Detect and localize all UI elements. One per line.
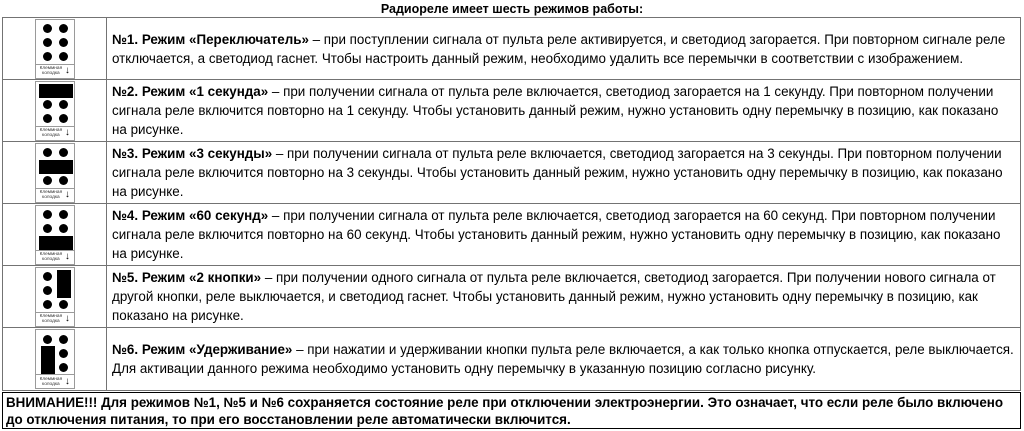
terminal-label-text: Клеммная колодка (39, 313, 63, 324)
jumper-diagram (35, 267, 75, 327)
jumper-diagram (35, 143, 75, 203)
jumper-bar (57, 270, 71, 298)
mode-row-3 (3, 142, 1020, 204)
pin-dot (59, 52, 68, 61)
jumper-bar (41, 346, 55, 374)
mode-name: №4. Режим «60 секунд» (112, 208, 269, 223)
pin-dot (43, 148, 52, 157)
mode-name: №2. Режим «1 секунда» (112, 84, 269, 99)
jumper-pins (35, 205, 75, 251)
terminal-block-label (35, 251, 75, 265)
pin-dot (43, 335, 52, 344)
pin-dot (59, 38, 68, 47)
jumper-bar (39, 160, 73, 174)
mode-description: – при получении сигнала от пульта реле включается, светодиод загорается на 60 секунд. При повторном получении сигнала реле включится повторно на 60 секунд. Чтобы установить данный режим, нужно установить одну перемычку в позицию, как показано на рисунке. (112, 208, 1001, 261)
pin-dot (59, 24, 68, 33)
jumper-pins (35, 19, 75, 65)
arrow-down-icon: ↓ (64, 251, 70, 262)
mode-row-6 (3, 328, 1020, 390)
pin-dot (59, 224, 68, 233)
jumper-diagram-cell (3, 142, 107, 203)
arrow-down-icon: ↓ (64, 127, 70, 138)
pin-dot (59, 176, 68, 185)
mode-row-1 (3, 18, 1020, 80)
pin-dot (43, 52, 52, 61)
mode-description: – при получении сигнала от пульта реле включается, светодиод загорается на 1 секунду. При повторном получении сигнала реле включится повторно на 1 секунду. Чтобы установить данный режим, нужно установить одну перемычку в позицию, как показано на рисунке. (112, 84, 999, 137)
mode-row-2 (3, 80, 1020, 142)
terminal-block-label (35, 65, 75, 79)
jumper-diagram-cell (3, 204, 107, 265)
pin-dot (59, 210, 68, 219)
terminal-label-text: Клеммная колодка (39, 375, 63, 387)
pin-dot (59, 300, 68, 309)
pin-dot (59, 114, 68, 123)
mode-name: №5. Режим «2 кнопки» (112, 270, 262, 285)
mode-name: №3. Режим «3 секунды» (112, 146, 273, 161)
pin-dot (43, 100, 52, 109)
pin-dot (43, 114, 52, 123)
mode-description-cell (107, 18, 1020, 79)
arrow-down-icon: ↓ (64, 189, 70, 200)
pin-dot (43, 38, 52, 47)
mode-description-cell (107, 204, 1020, 265)
modes-table (2, 17, 1021, 391)
jumper-diagram-cell (3, 80, 107, 141)
mode-description: – при поступлении сигнала от пульта реле активируется, и светодиод загорается. При повторном сигнале реле отключается, а светодиод гаснет. Чтобы настроить данный режим, необходимо удалить все перемычки в соответствии с изображением. (112, 31, 1006, 66)
jumper-diagram (35, 329, 75, 389)
jumper-bar (39, 84, 73, 98)
warning-box (2, 392, 1021, 429)
jumper-bar (39, 236, 73, 250)
jumper-diagram-cell (3, 266, 107, 327)
arrow-down-icon: ↓ (64, 313, 70, 324)
jumper-diagram (35, 81, 75, 141)
pin-dot (43, 24, 52, 33)
pin-dot (59, 335, 68, 344)
pin-dot (59, 148, 68, 157)
mode-row-5 (3, 266, 1020, 328)
terminal-label-text: Клеммная колодка (39, 65, 63, 76)
mode-description-cell (107, 328, 1020, 390)
jumper-pins (35, 267, 75, 313)
mode-description-cell (107, 80, 1020, 141)
terminal-block-label (35, 189, 75, 203)
jumper-diagram (35, 19, 75, 79)
jumper-pins (35, 81, 75, 127)
page-title: Радиореле имеет шесть режимов работы: (380, 2, 644, 16)
mode-row-4 (3, 204, 1020, 266)
pin-dot (43, 224, 52, 233)
pin-dot (43, 210, 52, 219)
arrow-down-icon: ↓ (64, 65, 70, 76)
mode-description: – при получении сигнала от пульта реле включается, светодиод загорается на 3 секунды. При повторном получении сигнала реле включится повторно на 3 секунды. Чтобы установить данный режим, нужно установить одну перемычку в позицию, как показано на рисунке. (112, 146, 1003, 199)
terminal-block-label (35, 313, 75, 327)
mode-description-cell (107, 142, 1020, 203)
pin-dot (59, 100, 68, 109)
mode-description: – при получении одного сигнала от пульта реле включается, светодиод загорается. При получении нового сигнала от другой кнопки, реле выключается, и светодиод гаснет. Чтобы установить данный режим, нужно установить одну перемычку в позицию, как показано на рисунке. (112, 270, 996, 323)
terminal-label-text: Клеммная колодка (39, 251, 63, 262)
terminal-block-label (35, 127, 75, 141)
pin-dot (43, 272, 52, 281)
terminal-block-label (35, 375, 75, 389)
jumper-diagram-cell (3, 328, 107, 390)
jumper-diagram (35, 205, 75, 265)
mode-name: №1. Режим «Переключатель» (112, 31, 309, 47)
arrow-down-icon: ↓ (64, 375, 70, 387)
jumper-pins (35, 143, 75, 189)
pin-dot (59, 363, 68, 372)
warning-text: ВНИМАНИЕ!!! Для режимов №1, №5 и №6 сохраняется состояние реле при отключении электроэнергии. Это означает, что если реле было включено до отключения питания, то при его восстановлении реле автоматически включится. (6, 395, 1004, 427)
mode-description: – при нажатии и удерживании кнопки пульта реле включается, а как только кнопка отпускается, реле выключается. Для активации данного режима необходимо установить одну перемычку в указанную позицию согласно рисунку. (112, 342, 1014, 376)
mode-description-cell (107, 266, 1020, 327)
terminal-label-text: Клеммная колодка (39, 189, 63, 200)
pin-dot (43, 286, 52, 295)
pin-dot (43, 176, 52, 185)
jumper-diagram-cell (3, 18, 107, 79)
terminal-label-text: Клеммная колодка (39, 127, 63, 138)
pin-dot (59, 349, 68, 358)
jumper-pins (35, 329, 75, 375)
pin-dot (43, 300, 52, 309)
mode-name: №6. Режим «Удерживание» (112, 342, 293, 357)
